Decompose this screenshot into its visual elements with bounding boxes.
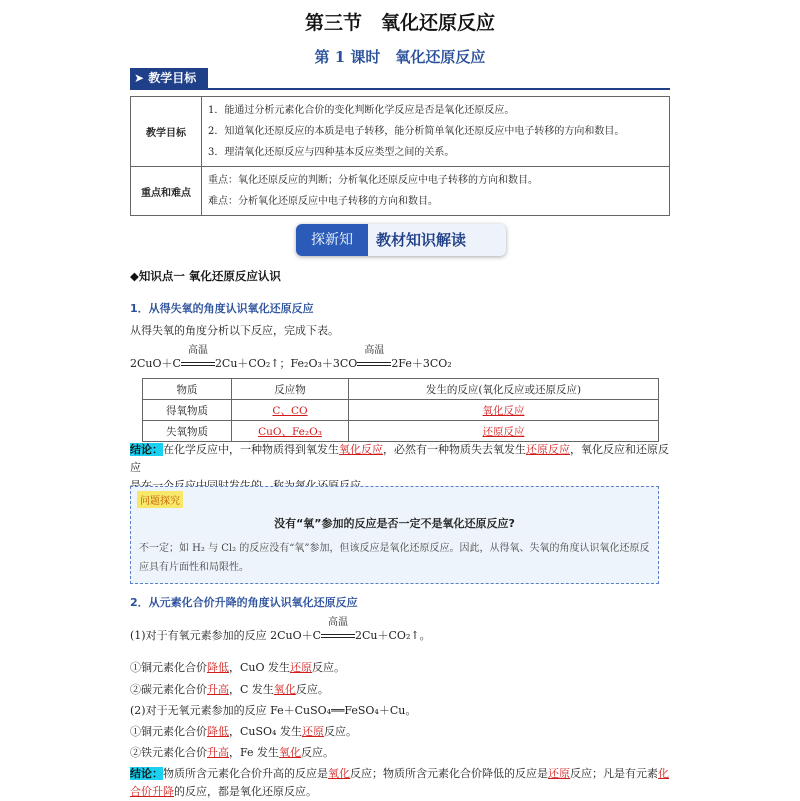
s2-line-6: ②铁元素化合价升高，Fe 发生氧化反应。 bbox=[130, 746, 335, 759]
lesson-title: 第 1 课时 氧化还原反应 bbox=[314, 48, 486, 66]
answer-blank: 降低 bbox=[207, 725, 229, 738]
banner-label: 教学目标 bbox=[148, 71, 197, 85]
eq1-right: 2Cu＋CO₂↑；Fe₂O₃＋3CO bbox=[214, 357, 358, 370]
answer-blank: 降低 bbox=[207, 661, 229, 674]
answer-blank: 还原 bbox=[301, 725, 324, 738]
equation-line bbox=[130, 345, 452, 373]
high-temp-condition: 高温 bbox=[321, 627, 355, 645]
reaction-table bbox=[142, 378, 659, 442]
answer-blank: 氧化 bbox=[279, 746, 302, 759]
goal-cell bbox=[202, 97, 670, 167]
arrow-icon: ➤ bbox=[134, 71, 149, 85]
table-row bbox=[131, 167, 670, 216]
intro-text: 从得失氧的角度分析以下反应，完成下表。 bbox=[130, 324, 339, 337]
section-pill bbox=[296, 224, 506, 256]
high-temp-condition: 高温 bbox=[357, 355, 391, 373]
goal-header: 教学目标 bbox=[131, 97, 202, 167]
answer-blank: 氧化 bbox=[328, 767, 350, 780]
conclusion-label: 结论： bbox=[130, 443, 163, 456]
high-temp-condition: 高温 bbox=[181, 355, 215, 373]
s2-line-2: ①铜元素化合价降低，CuO 发生还原反应。 bbox=[130, 661, 346, 674]
pill-right-label: 教材知识解读 bbox=[376, 231, 467, 249]
answer-cell: C、CO bbox=[232, 400, 349, 421]
eq2-right: 2Fe＋3CO₂ bbox=[391, 357, 452, 370]
goal-item: 2．知道氧化还原反应的本质是电子转移，能分析简单氧化还原反应中电子转移的方向和数目。 bbox=[208, 126, 625, 137]
answer-cell: 氧化反应 bbox=[349, 400, 659, 421]
eq1-left: 2CuO＋C bbox=[130, 357, 181, 370]
s2-line-3: ②碳元素化合价升高，C 发生氧化反应。 bbox=[130, 683, 329, 696]
answer-blank: 化合价升降 bbox=[130, 767, 669, 798]
answer-blank: 还原 bbox=[548, 767, 570, 780]
teaching-goals-banner bbox=[130, 68, 208, 88]
table-row bbox=[143, 400, 659, 421]
s2-line-4: (2)对于无氧元素参加的反应 Fe＋CuSO₄══FeSO₄＋Cu。 bbox=[130, 704, 417, 717]
keypoint-item: 难点：分析氧化还原反应中电子转移的方向和数目。 bbox=[208, 196, 438, 207]
pill-left-label: 探新知 bbox=[296, 224, 368, 256]
goal-item: 1．能通过分析元素化合价的变化判断化学反应是否是氧化还原反应。 bbox=[208, 105, 515, 116]
s2-line-1: (1)对于有氧元素参加的反应 2CuO＋C 高温 2Cu＋CO₂↑。 bbox=[130, 627, 431, 645]
inquiry-box bbox=[130, 486, 659, 584]
inquiry-tag: 问题探究 bbox=[137, 491, 183, 508]
goal-table bbox=[130, 96, 670, 216]
inquiry-question: 没有“氧”参加的反应是否一定不是氧化还原反应? bbox=[274, 517, 515, 530]
answer-blank: 氧化反应 bbox=[339, 443, 383, 456]
knowledge-point-title: ◆知识点一 氧化还原反应认识 bbox=[130, 269, 281, 283]
keypoint-item: 重点：氧化还原反应的判断；分析氧化还原反应中电子转移的方向和数目。 bbox=[208, 175, 538, 186]
keypoint-header: 重点和难点 bbox=[131, 167, 202, 216]
keypoint-cell bbox=[202, 167, 670, 216]
inquiry-answer: 不一定；如 H₂ 与 Cl₂ 的反应没有“氧”参加，但该反应是氧化还原反应。因此，从得氧、失氧的角度认识氧化还原反应具有片面性和局限性。 bbox=[139, 543, 650, 573]
answer-blank: 还原 bbox=[290, 661, 313, 674]
goal-item: 3．理清氧化还原反应与四种基本反应类型之间的关系。 bbox=[208, 147, 455, 158]
s2-line-5: ①铜元素化合价降低，CuSO₄ 发生还原反应。 bbox=[130, 725, 357, 738]
conclusion-label: 结论： bbox=[130, 767, 163, 780]
table-row bbox=[143, 379, 659, 400]
table-header: 物质 bbox=[143, 379, 232, 400]
table-row bbox=[131, 97, 670, 167]
answer-blank: 升高 bbox=[207, 746, 229, 759]
banner-divider bbox=[130, 88, 670, 90]
subsection-title-2: 2．从元素化合价升降的角度认识氧化还原反应 bbox=[130, 596, 358, 609]
answer-blank: 还原反应 bbox=[526, 443, 570, 456]
table-cell: 失氧物质 bbox=[143, 421, 232, 442]
answer-blank: 升高 bbox=[207, 683, 229, 696]
conclusion-1: 结论：在化学反应中，一种物质得到氧发生氧化反应，必然有一种物质失去氧发生还原反应，氧化反应和还原反应 bbox=[130, 443, 669, 474]
answer-blank: 氧化 bbox=[273, 683, 296, 696]
table-header: 反应物 bbox=[232, 379, 349, 400]
section-title: 第三节 氧化还原反应 bbox=[304, 12, 495, 34]
table-row bbox=[143, 421, 659, 442]
answer-cell: 还原反应 bbox=[349, 421, 659, 442]
conclusion-2: 结论：物质所含元素化合价升高的反应是氧化反应；物质所含元素化合价降低的反应是还原反应；凡是有元素化合价升降的反应，都是氧化还原反应。 bbox=[130, 767, 669, 798]
table-header: 发生的反应(氧化反应或还原反应) bbox=[349, 379, 659, 400]
table-cell: 得氧物质 bbox=[143, 400, 232, 421]
answer-cell: CuO、Fe₂O₃ bbox=[232, 421, 349, 442]
subsection-title-1: 1．从得失氧的角度认识氧化还原反应 bbox=[130, 302, 314, 315]
